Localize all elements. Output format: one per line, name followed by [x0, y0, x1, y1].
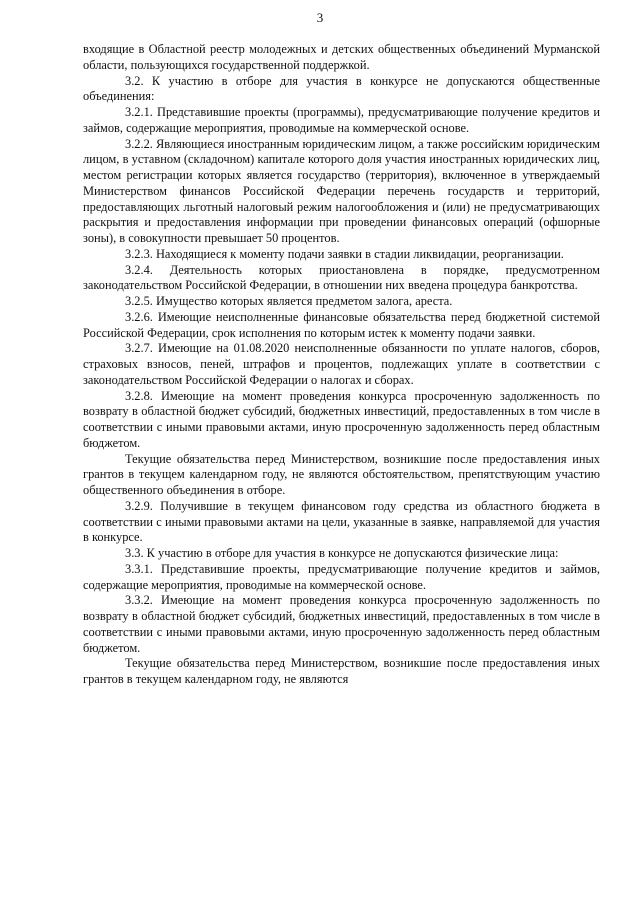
document-body	[83, 42, 600, 688]
paragraph: 3.3.1. Представившие проекты, предусматривающие получение кредитов и займов, содержащие мероприятия, проводимые на коммерческой основе.	[83, 561, 600, 592]
paragraph: 3.2.9. Получившие в текущем финансовом году средства из областного бюджета в соответствии с иными правовыми актами на цели, указанные в заявке, направляемой для участия в конкурсе.	[83, 498, 600, 545]
paragraph: 3.2.2. Являющиеся иностранным юридическим лицом, а также российским юридическим лицом, в уставном (складочном) капитале которого доля участия иностранных юридических лиц, местом регистрации которых является государство (территория), включенное в утверждаемый Министерством финансов Российской Федерации перечень государств и территорий, предоставляющих льготный налоговый режим налогообложения и (или) не предусматривающих раскрытия и предоставления информации при проведении финансовых операций (офшорные зоны), в совокупности превышает 50 процентов.	[83, 136, 600, 245]
paragraph: 3.2. К участию в отборе для участия в конкурсе не допускаются общественные объединения:	[83, 73, 600, 104]
paragraph: 3.3. К участию в отборе для участия в конкурсе не допускаются физические лица:	[125, 546, 559, 560]
paragraph: 3.2.6. Имеющие неисполненные финансовые обязательства перед бюджетной системой Российской Федерации, срок исполнения по которым истек к моменту подачи заявки.	[83, 309, 600, 340]
paragraph: Текущие обязательства перед Министерством, возникшие после предоставления иных грантов в текущем календарном году, не являются обстоятельством, препятствующим участию общественного объединения в отборе.	[83, 451, 600, 497]
paragraph: 3.2.3. Находящиеся к моменту подачи заявки в стадии ликвидации, реорганизации.	[125, 246, 564, 261]
paragraph: входящие в Областной реестр молодежных и детских общественных объединений Мурманской области, пользующихся государственной поддержкой.	[83, 42, 600, 72]
paragraph: 3.2.8. Имеющие на момент проведения конкурса просроченную задолженность по возврату в областной бюджет субсидий, бюджетных инвестиций, предоставленных в том числе в соответствии с иными правовыми актами, иную просроченную задолженность перед областным бюджетом.	[83, 388, 600, 450]
paragraph: 3.2.1. Представившие проекты (программы), предусматривающие получение кредитов и займов, содержащие мероприятия, проводимые на коммерческой основе.	[83, 105, 600, 135]
paragraph: 3.2.7. Имеющие на 01.08.2020 неисполненные обязанности по уплате налогов, сборов, страховых взносов, пеней, штрафов и процентов, подлежащих уплате в соответствии с законодательством Российской Федерации о налогах и сборах.	[83, 341, 600, 387]
page-number: 3	[316, 10, 324, 25]
paragraph: Текущие обязательства перед Министерством, возникшие после предоставления иных грантов в текущем календарном году, не являются	[83, 656, 600, 686]
paragraph: 3.3.2. Имеющие на момент проведения конкурса просроченную задолженность по возврату в областной бюджет субсидий, бюджетных инвестиций, предоставленных в том числе в соответствии с иными правовыми актами, иную просроченную задолженность перед областным бюджетом.	[83, 593, 600, 655]
paragraph: 3.2.4. Деятельность которых приостановлена в порядке, предусмотренном законодательством Российской Федерации, в отношении них введена процедура банкротства.	[83, 262, 600, 293]
paragraph: 3.2.5. Имущество которых является предметом залога, ареста.	[125, 294, 453, 308]
